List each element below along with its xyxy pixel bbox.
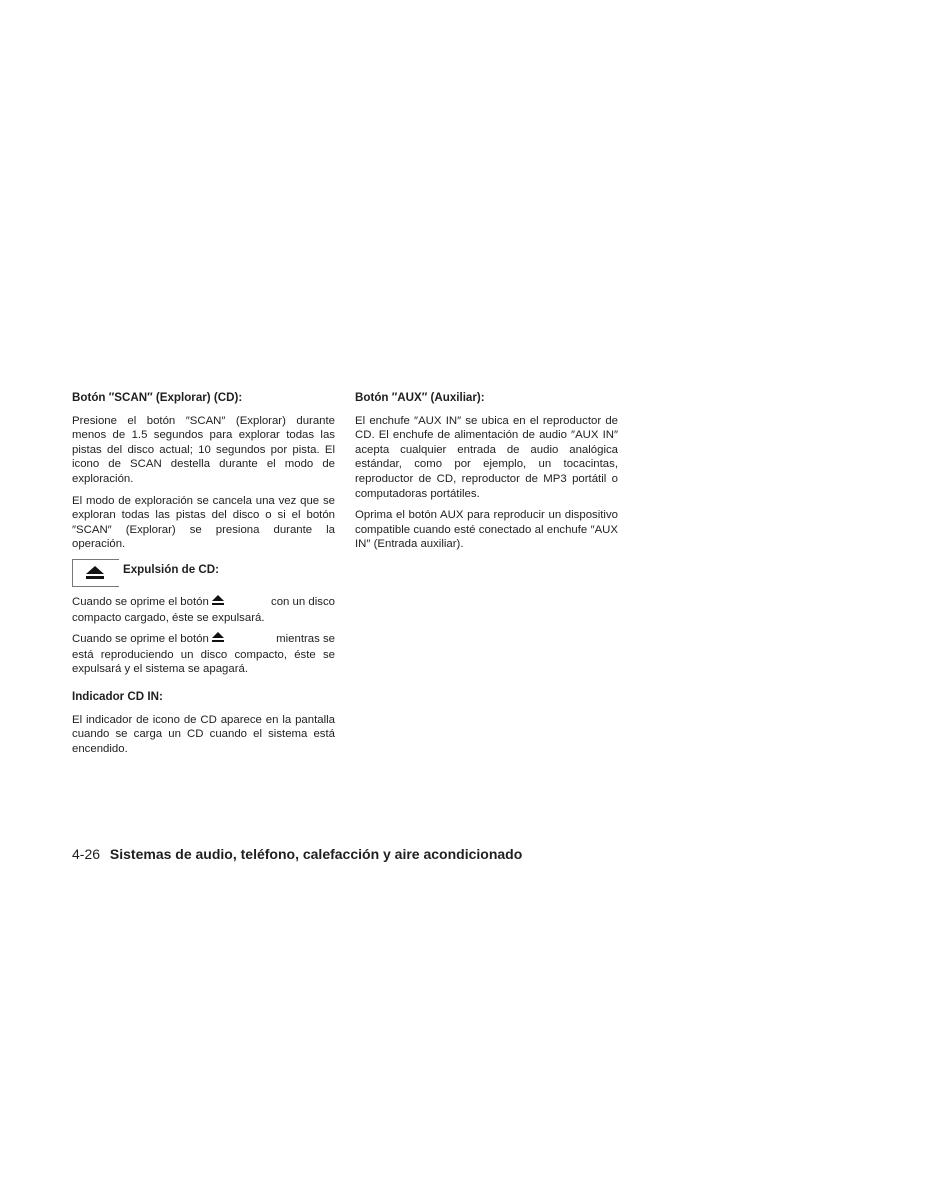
eject-symbol-box xyxy=(72,559,119,587)
page-footer xyxy=(72,846,522,862)
right-column xyxy=(355,391,618,559)
aux-heading: Botón ″AUX″ (Auxiliar): xyxy=(355,391,485,404)
eject-p1-text-c: compacto cargado, éste se expulsará. xyxy=(72,611,265,624)
left-column xyxy=(72,391,335,763)
cdin-paragraph: El indicador de icono de CD aparece en la pantalla cuando se carga un CD cuando el sistema está encendido. xyxy=(72,713,335,755)
eject-p2-text-c: está reproduciendo un disco compacto, éste se expulsará y el sistema se apagará. xyxy=(72,648,335,676)
aux-paragraph-2: Oprima el botón AUX para reproducir un dispositivo compatible cuando esté conectado al enchufe ″AUX IN″ (Entrada auxiliar). xyxy=(355,509,618,551)
eject-paragraph-2 xyxy=(72,632,335,677)
cdin-heading: Indicador CD IN: xyxy=(72,689,163,703)
scan-heading: Botón ″SCAN″ (Explorar) (CD): xyxy=(72,391,243,404)
eject-paragraph-1 xyxy=(72,595,335,625)
eject-icon xyxy=(86,566,104,580)
scan-paragraph-2: El modo de exploración se cancela una vez que se exploran todas las pistas del disco o si el botón ″SCAN″ (Explorar) se presiona durante la operación. xyxy=(72,494,335,551)
eject-p1-text-b: con un disco xyxy=(271,595,335,608)
aux-paragraph-1: El enchufe ″AUX IN″ se ubica en el reproductor de CD. El enchufe de alimentación de audio ″AUX IN″ acepta cualquier entrada de audio analógica estándar, como por ejemplo, un tocacintas, reproductor de CD, reproductor de MP3 portátil o computadoras portátiles. xyxy=(355,414,618,500)
page-number: 4-26 xyxy=(72,846,101,862)
section-title: Sistemas de audio, teléfono, calefacción y aire acondicionado xyxy=(109,846,523,862)
eject-icon xyxy=(212,632,224,648)
eject-p1-text-a: Cuando se oprime el botón xyxy=(72,595,209,608)
eject-p2-text-b: mientras se xyxy=(276,633,335,646)
eject-p2-text-a: Cuando se oprime el botón xyxy=(72,633,209,646)
eject-heading: Expulsión de CD: xyxy=(123,562,219,576)
eject-heading-row xyxy=(72,559,335,587)
scan-paragraph-1: Presione el botón ″SCAN″ (Explorar) durante menos de 1.5 segundos para explorar todas las pistas del disco actual; 10 segundos por pista. El icono de SCAN destella durante el modo de exploración. xyxy=(72,414,335,485)
eject-icon xyxy=(212,595,224,611)
